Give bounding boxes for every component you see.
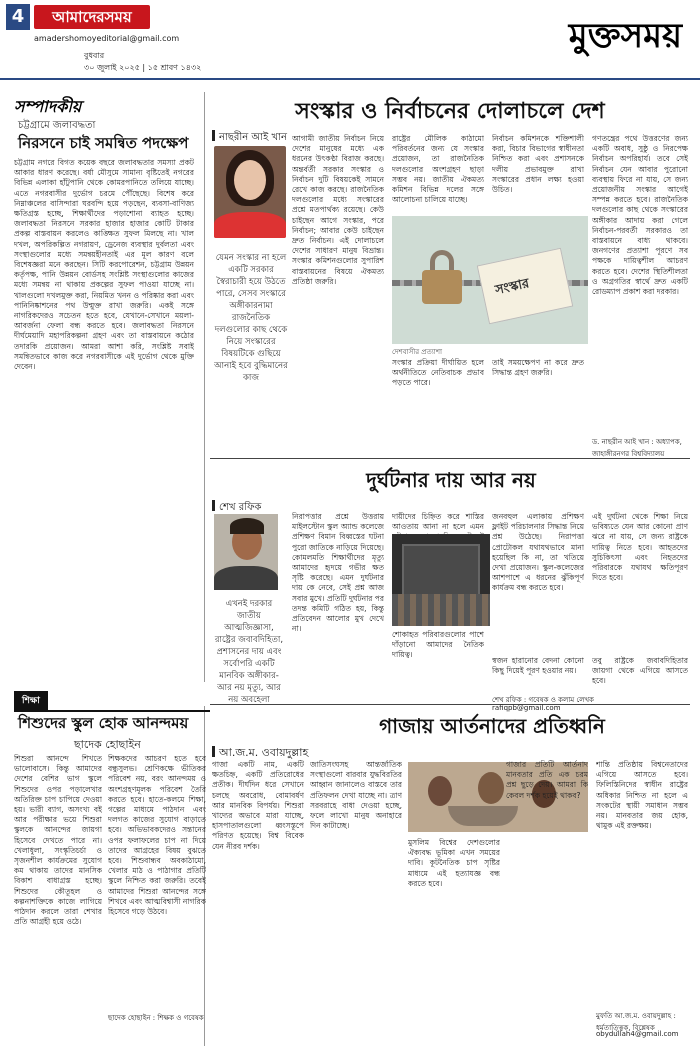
gaza-column-5: শান্তি প্রতিষ্ঠায় বিশ্বনেতাদের এগিয়ে আসতে হবে। ফিলিস্তিনিদের স্বাধীন রাষ্ট্রের অধিকার নিশ্চিত না হলে এ সংকটের স্থায়ী সমাধান সম্ভব নয়। মানবতার জয় হোক, থামুক এই রক্তক্ষয়।: [596, 760, 688, 831]
accident-photo: [392, 534, 490, 626]
author-photo: [214, 514, 278, 590]
reform-image-label: সংস্কার: [493, 276, 531, 299]
gaza-author-signature: মুফতি আ.জ.ম. ওবায়দুল্লাহ : ধর্মতাত্ত্বিক, বিশ্লেষক: [596, 1012, 676, 1032]
gaza-column-2: জাতিসংঘসহ আন্তর্জাতিক সংস্থাগুলো বারবার যুদ্ধবিরতির আহ্বান জানালেও বাস্তবে তার প্রতিফলন দেখা যাচ্ছে না। ত্রাণ সরবরাহে বাধা দেওয়া হচ্ছে, ফলে লাখো মানুষ অনাহারে দিন কাটাচ্ছে।: [310, 760, 402, 831]
main-author: [212, 130, 287, 147]
main-column-3: নির্বাচন কমিশনকে শক্তিশালী করা, বিচার বিভাগের স্বাধীনতা নিশ্চিত করা এবং প্রশাসনকে দলীয় প্রভাবমুক্ত রাখা সংস্কারের প্রধান লক্ষ্য হওয়া উচিত।: [492, 134, 584, 195]
gaza-column-1: গাজা একটি নাম, একটি ক্ষতচিহ্ন, একটি প্রতিরোধের প্রতীক। দীর্ঘদিন ধরে সেখানে চলছে অবরোধ, বোমাবর্ষণ আর মানবিক বিপর্যয়। শিশুরা খাদ্যের অভাবে মারা যাচ্ছে, হাসপাতালগুলো ধ্বংসস্তূপে পরিণত হয়েছে। বিশ্ব বিবেক যেন নীরব দর্শক।: [212, 760, 304, 851]
editorial-label: সম্পাদকীয়: [14, 97, 82, 116]
accident-author-signature: শেখ রফিক : গবেষক ও কলাম লেখক: [492, 696, 594, 704]
top-rule: [0, 78, 700, 80]
gaza-author-name: আ.জ.ম. ওবায়দুল্লাহ: [219, 746, 309, 759]
main-column-4: গণতন্ত্রের পথে উত্তরণের জন্য একটি অবাধ, সুষ্ঠু ও নিরপেক্ষ নির্বাচন অপরিহার্য। তবে সেই নির্বাচন যেন আবার পুরোনো ব্যবস্থায় ফিরে না যায়, সে জন্য প্রয়োজনীয় সংস্কার আগেই সম্পন্ন করতে হবে। রাজনৈতিক দলগুলোর কাছ থেকে সংস্কারের অঙ্গীকার আদায় করা গেলে নির্বাচন-পরবর্তী সরকারও তা বাস্তবায়নে বাধ্য থাকবে। জনগণের প্রত্যাশা পূরণে সব পক্ষকে দায়িত্বশীল আচরণ করতে হবে। দেশের স্থিতিশীলতা ও অগ্রগতির স্বার্থে দ্রুত একটি রোডম্যাপ প্রকাশ করা দরকার।: [592, 134, 688, 297]
padlock-icon: [422, 270, 462, 304]
day: বুধবার: [84, 51, 105, 60]
accident-column-2: দায়ীদের চিহ্নিত করে শাস্তির আওতায় আনা না হলে এমন: [392, 512, 484, 532]
education-column-1: শিশুরা আনন্দে শিখতে ভালোবাসে। কিন্তু আমাদের দেশের বেশির ভাগ স্কুলে শিশুদের ওপর পড়ালেখার অতিরিক্ত চাপ চাপিয়ে দেওয়া হয়। ভারী ব্যাগ, অসংখ্য বই আর পরীক্ষার ভয়ে শিশুরা স্কুলকে আনন্দের জায়গা হিসেবে দেখতে পারে না। খেলাধুলা, সংস্কৃতিচর্চা ও সৃজনশীল কার্যক্রমের সুযোগ কম থাকায় তাদের মানসিক বিকাশ বাধাগ্রস্ত হচ্ছে। শিশুদের কৌতূহল ও কল্পনাশক্তিকে কাজে লাগিয়ে পাঠদান করলে তারা শেখার প্রতি আগ্রহী হয়ে ওঠে।: [14, 754, 102, 927]
masthead: [0, 0, 700, 98]
author-photo: [214, 146, 286, 238]
page-number: 4: [6, 4, 30, 30]
main-bottom-column-2: তাই সময়ক্ষেপণ না করে দ্রুত সিদ্ধান্ত গ্রহণ জরুরি।: [492, 358, 584, 378]
editorial-subtitle: চট্টগ্রামে জলাবদ্ধতা: [18, 120, 96, 131]
accident-pullquote: এখনই দরকার জাতীয় আত্মজিজ্ঞাসা, রাষ্ট্রের জবাবদিহিতা, প্রশাসনের দায় এবং সর্বোপরি একটি মানবিক অঙ্গীকার- আর নয় মৃত্যু, আর নয় অবহেলা: [214, 599, 284, 705]
education-author: ছাদেক হোছাইন: [74, 738, 141, 751]
education-tab-label: শিক্ষা: [14, 691, 48, 710]
gaza-column-3: মুসলিম বিশ্বের দেশগুলোর ঐক্যবদ্ধ ভূমিকা এখন সময়ের দাবি। কূটনৈতিক চাপ সৃষ্টির মাধ্যমে এই হত্যাযজ্ঞ বন্ধ করতে হবে।: [408, 838, 500, 888]
accident-author-name: শেখ রফিক: [219, 502, 262, 513]
gaza-headline[interactable]: গাজায় আর্তনাদের প্রতিধ্বনি: [379, 714, 605, 738]
main-bottom-column-1: সংস্কার প্রক্রিয়া দীর্ঘায়িত হলে অর্থনীতিতে নেতিবাচক প্রভাব পড়তে পারে।: [392, 358, 484, 388]
education-tab: [14, 688, 210, 712]
education-column-2: শিক্ষকদের আচরণ হতে হবে বন্ধুসুলভ। শ্রেণিকক্ষে ভীতিকর পরিবেশ নয়, বরং আনন্দময় ও অংশগ্রহণমূলক পরিবেশ তৈরি করতে হবে। হাতে-কলমে শিক্ষা, গল্পের মাধ্যমে পাঠদান এবং দলগত কাজের সুযোগ বাড়াতে হবে। অভিভাবকদেরও সন্তানের ওপর ফলাফলের চাপ না দিয়ে তাদের আগ্রহের বিষয় বুঝতে হবে। শিশুবান্ধব অবকাঠামো, খেলার মাঠ ও পাঠাগার প্রতিটি স্কুলে নিশ্চিত করা জরুরি। তবেই আমাদের শিশুরা আনন্দের সঙ্গে শিখবে এবং আত্মবিশ্বাসী নাগরিক হিসেবে গড়ে উঠবে।: [108, 754, 206, 917]
accident-bottom-column-3: তবু রাষ্ট্রকে জবাবদিহিতার জায়গা থেকে এগিয়ে আসতে হবে।: [592, 656, 688, 686]
accident-bottom-column-1: শোকাহত পরিবারগুলোর পাশে দাঁড়ানো আমাদের নৈতিক দায়িত্ব।: [392, 630, 484, 660]
accident-column-3: জনবহুল এলাকায় প্রশিক্ষণ ফ্লাইট পরিচালনার সিদ্ধান্ত নিয়ে প্রশ্ন উঠেছে। নিরাপত্তা প্রোটোকল যথাযথভাবে মানা হয়েছিল কি না, তা খতিয়ে দেখা প্রয়োজন। স্কুল-কলেজের আশপাশে এ ধরনের ঝুঁকিপূর্ণ কার্যক্রম বন্ধ করতে হবে।: [492, 512, 584, 593]
editorial-headline[interactable]: নিরসনে চাই সমন্বিত পদক্ষেপ: [18, 134, 189, 152]
main-author-name: নাছরীন আই খান: [219, 132, 287, 143]
accident-column-4: এই দুর্ঘটনা থেকে শিক্ষা নিয়ে ভবিষ্যতে যেন আর কোনো প্রাণ ঝরে না যায়, সে জন্য রাষ্ট্রকে দায়িত্ব নিতে হবে। আহতদের সুচিকিৎসা এবং নিহতদের পরিবারকে যথাযথ ক্ষতিপূরণ দিতে হবে।: [592, 512, 688, 583]
editorial-body: চট্টগ্রাম নগরে বিগত কয়েক বছরে জলাবদ্ধতার সমস্যা প্রকট আকার ধারণ করেছে। বর্ষা মৌসুমে সামান্য বৃষ্টিতেই নগরের বিভিন্ন এলাকা হাঁটুপানি থেকে কোমরপানিতে তলিয়ে যাচ্ছে। এতে নগরবাসীর দুর্ভোগ চরমে পৌঁছেছে। বিশেষ করে নিম্নাঞ্চলের বাসিন্দারা ঘরবন্দি হয়ে পড়ছেন, ব্যবসা-বাণিজ্য ক্ষতিগ্রস্ত হচ্ছে, শিক্ষার্থীদের পড়াশোনা ব্যাহত হচ্ছে। জলাবদ্ধতা নিরসনে সরকার হাজার হাজার কোটি টাকার প্রকল্প বাস্তবায়ন করলেও কাঙ্ক্ষিত সুফল মিলছে না। খাল দখল, অপরিকল্পিত নগরায়ণ, ড্রেনেজ ব্যবস্থার দুর্বলতা এবং সংস্থাগুলোর মধ্যে সমন্বয়হীনতাই এর মূল কারণ বলে বিশেষজ্ঞরা মনে করছেন। সিটি করপোরেশন, চট্টগ্রাম উন্নয়ন কর্তৃপক্ষ, পানি উন্নয়ন বোর্ডসহ সংশ্লিষ্ট সংস্থাগুলোর কাজের মধ্যে সমন্বয় না থাকায় প্রকল্পের সুফল পাওয়া যাচ্ছে না। খালগুলো দখলমুক্ত করা, নিয়মিত খনন ও পরিষ্কার করা এবং পানিনিষ্কাশনের পথ উন্মুক্ত রাখা জরুরি। একই সঙ্গে নাগরিকদেরও সচেতন হতে হবে, যেখানে-সেখানে ময়লা-আবর্জনা ফেলা বন্ধ করতে হবে। জলাবদ্ধতা নিরসনে দীর্ঘমেয়াদি মহাপরিকল্পনা গ্রহণ এবং তা বাস্তবায়নে কঠোর তদারকি প্রয়োজন। আমরা আশা করি, সংশ্লিষ্ট সবাই সমন্বিতভাবে কাজ করে নগরবাসীকে এই দুর্ভোগ থেকে মুক্তি দেবেন।: [14, 158, 194, 372]
main-column-1: আগামী জাতীয় নির্বাচন নিয়ে দেশের মানুষের মধ্যে এক ধরনের উৎকণ্ঠা বিরাজ করছে। অন্তর্বর্তী সরকার সংস্কার ও নির্বাচন দুটি বিষয়কেই সামনে রেখে কাজ করছে। রাজনৈতিক দলগুলোর মধ্যে সংস্কারের প্রশ্নে মতপার্থক্য রয়েছে। কেউ চাইছেন আগে সংস্কার, পরে নির্বাচন; আবার কেউ চাইছেন দ্রুত নির্বাচন। এই দোলাচলে দেশের সাধারণ মানুষ বিভ্রান্ত। সংস্কার কমিশনগুলোর সুপারিশ বাস্তবায়নের বিষয়ে ঐকমত্য প্রতিষ্ঠা জরুরি।: [292, 134, 384, 286]
newspaper-logo[interactable]: আমাদেরসময়: [34, 5, 150, 29]
date: ৩০ জুলাই ২০২৫ | ১৫ শ্রাবণ ১৪৩২: [84, 63, 202, 72]
image-caption: দেশবাসীর প্রত্যাশা: [392, 348, 442, 356]
main-author-signature: ড. নাছরীন আই খান : অধ্যাপক, জাহাঙ্গীরনগর বিশ্ববিদ্যালয়: [592, 438, 682, 458]
accident-column-1: নিরাপত্তার প্রশ্নে উত্তরায় মাইলস্টোন স্কুল অ্যান্ড কলেজে প্রশিক্ষণ বিমান বিধ্বস্তের ঘটনা পুরো জাতিকে নাড়িয়ে দিয়েছে। কোমলমতি শিক্ষার্থীদের মৃত্যু আমাদের হৃদয়ে গভীর ক্ষত সৃষ্টি করেছে। এমন দুর্ঘটনার দায় কে নেবে, সেই প্রশ্ন আজ সবার মুখে। প্রতিটি দুর্ঘটনার পর তদন্ত কমিটি গঠিত হয়, কিন্তু প্রতিবেদন আলোর মুখ দেখে না।: [292, 512, 384, 634]
main-column-2: রাষ্ট্রের মৌলিক কাঠামো পরিবর্তনের জন্য যে সংস্কার প্রয়োজন, তা রাজনৈতিক দলগুলোর অংশগ্রহণ ছাড়া সম্ভব নয়। জাতীয় ঐকমত্য কমিশন বিভিন্ন দলের সঙ্গে আলোচনা চালিয়ে যাচ্ছে।: [392, 134, 484, 205]
editorial-email[interactable]: amadershomoyeditorial@gmail.com: [34, 34, 180, 43]
gaza-author-email[interactable]: obydullah4@gmail.com: [596, 1030, 679, 1038]
accident-headline[interactable]: দুর্ঘটনার দায় আর নয়: [366, 468, 536, 492]
main-headline[interactable]: সংস্কার ও নির্বাচনের দোলাচলে দেশ: [295, 99, 605, 124]
date-line: [84, 50, 201, 74]
section-title: মুক্তসময়: [568, 16, 682, 56]
education-author-signature: ছাদেক হোছাইন : শিক্ষক ও গবেষক: [108, 1014, 204, 1022]
education-headline[interactable]: শিশুদের স্কুল হোক আনন্দময়: [18, 714, 189, 732]
column-divider: [204, 92, 205, 682]
main-pullquote: যেমন সংস্কার না হলে একটি সরকার স্বৈরাচারী হয়ে উঠতে পারে, সেসব সংস্কারে অঙ্গীকারনামা রাজনৈতিক দলগুলোর কাছ থেকে নিয়ে সংস্কারের বিষয়টিকে গুছিয়ে আনাই হবে বুদ্ধিমানের কাজ: [214, 253, 288, 383]
gaza-column-4: গাজার প্রতিটি আর্তনাদ মানবতার প্রতি এক চরম প্রশ্ন ছুড়ে দেয়। আমরা কি কেবল দর্শক হয়েই থাকব?: [506, 760, 588, 800]
reform-illustration: [392, 216, 588, 344]
accident-bottom-column-2: স্বজন হারানোর বেদনা কোনো কিছু দিয়েই পূরণ হওয়ার নয়।: [492, 656, 584, 676]
accident-author-email[interactable]: rafiqpb@gmail.com: [492, 704, 561, 712]
